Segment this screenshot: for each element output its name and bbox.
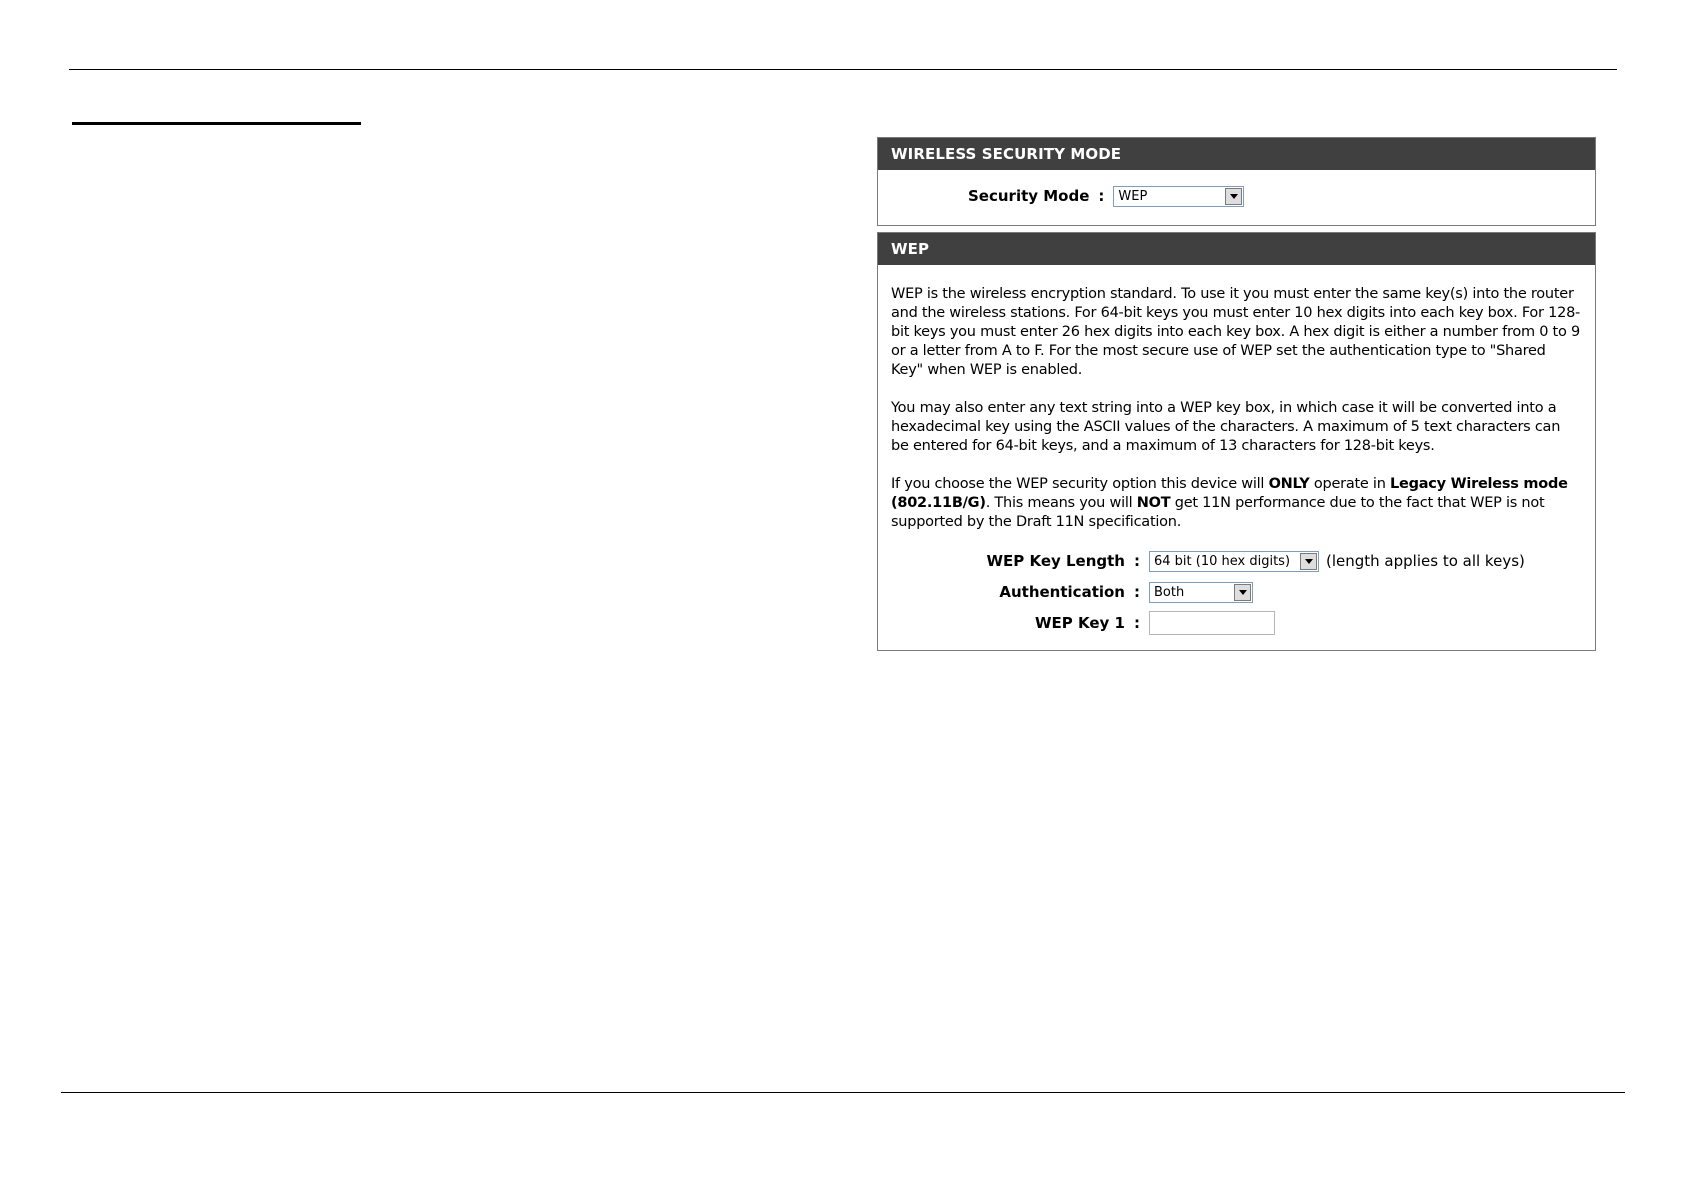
wireless-security-mode-header: WIRELESS SECURITY MODE	[878, 138, 1595, 170]
wep-key-1-colon: :	[1134, 614, 1140, 632]
wep-key-1-label: WEP Key 1	[1035, 614, 1125, 632]
security-mode-dropdown-button[interactable]	[1225, 188, 1242, 205]
security-mode-select[interactable]	[1113, 186, 1244, 207]
paragraph-3-bold-not: NOT	[1136, 495, 1171, 511]
chevron-down-icon	[1239, 590, 1247, 595]
authentication-label: Authentication	[999, 583, 1125, 601]
wep-header: WEP	[878, 233, 1595, 265]
wep-key-length-row	[878, 549, 1525, 573]
chevron-down-icon	[1305, 559, 1313, 564]
wep-key-1-input[interactable]	[1149, 611, 1275, 635]
page-top-rule	[69, 69, 1617, 70]
wep-panel	[877, 232, 1596, 651]
authentication-select[interactable]	[1149, 582, 1253, 603]
wep-description-paragraph-2: You may also enter any text string into a WEP key box, in which case it will be converted into a hexadecimal key using the ASCII values of the characters. A maximum of 5 text characters can be entered for 64-bit keys, and a maximum of 13 characters for 128-bit keys.	[891, 400, 1561, 454]
wep-key-length-selected-value: 64 bit (10 hex digits)	[1154, 553, 1291, 569]
wep-key-length-dropdown-button[interactable]	[1300, 553, 1317, 570]
wep-key-length-select[interactable]	[1149, 551, 1319, 572]
chevron-down-icon	[1230, 194, 1238, 199]
security-mode-label: Security Mode	[968, 187, 1090, 205]
authentication-selected-value: Both	[1154, 584, 1185, 600]
wep-key-length-colon: :	[1134, 552, 1140, 570]
page-bottom-rule	[61, 1092, 1625, 1093]
security-mode-colon: :	[1098, 187, 1105, 205]
authentication-dropdown-button[interactable]	[1234, 584, 1251, 601]
security-mode-row	[968, 184, 1244, 208]
security-mode-selected-value: WEP	[1118, 188, 1148, 204]
wep-description-paragraph-1: WEP is the wireless encryption standard. To use it you must enter the same key(s) into the router and the wireless stations. For 64-bit keys you must enter 10 hex digits into each key box. For 128-bit keys you must enter 26 hex digits into each key box. A hex digit is either a number from 0 to 9 or a letter from A to F. For the most secure use of WEP set the authentication type to "Shared Key" when WEP is enabled.	[891, 286, 1581, 378]
authentication-row	[878, 580, 1253, 604]
paragraph-3-text-1: If you choose the WEP security option this device will	[891, 476, 1269, 492]
wep-description-paragraph-3	[891, 475, 1581, 532]
paragraph-3-bold-legacy-mode: Legacy Wireless mode (802.11B/G)	[891, 476, 1568, 511]
wep-key-1-row	[878, 611, 1275, 635]
section-heading-underline	[72, 122, 361, 125]
paragraph-3-text-4: get 11N performance due to the fact that WEP is not supported by the Draft 11N specification.	[891, 495, 1545, 530]
wep-key-length-note: (length applies to all keys)	[1326, 552, 1525, 570]
paragraph-3-text-2: operate in	[1309, 476, 1391, 492]
authentication-colon: :	[1134, 583, 1140, 601]
paragraph-3-text-3: . This means you will	[985, 495, 1137, 511]
wireless-security-mode-panel	[877, 137, 1596, 226]
paragraph-3-bold-only: ONLY	[1268, 476, 1310, 492]
wep-key-length-label: WEP Key Length	[986, 552, 1125, 570]
